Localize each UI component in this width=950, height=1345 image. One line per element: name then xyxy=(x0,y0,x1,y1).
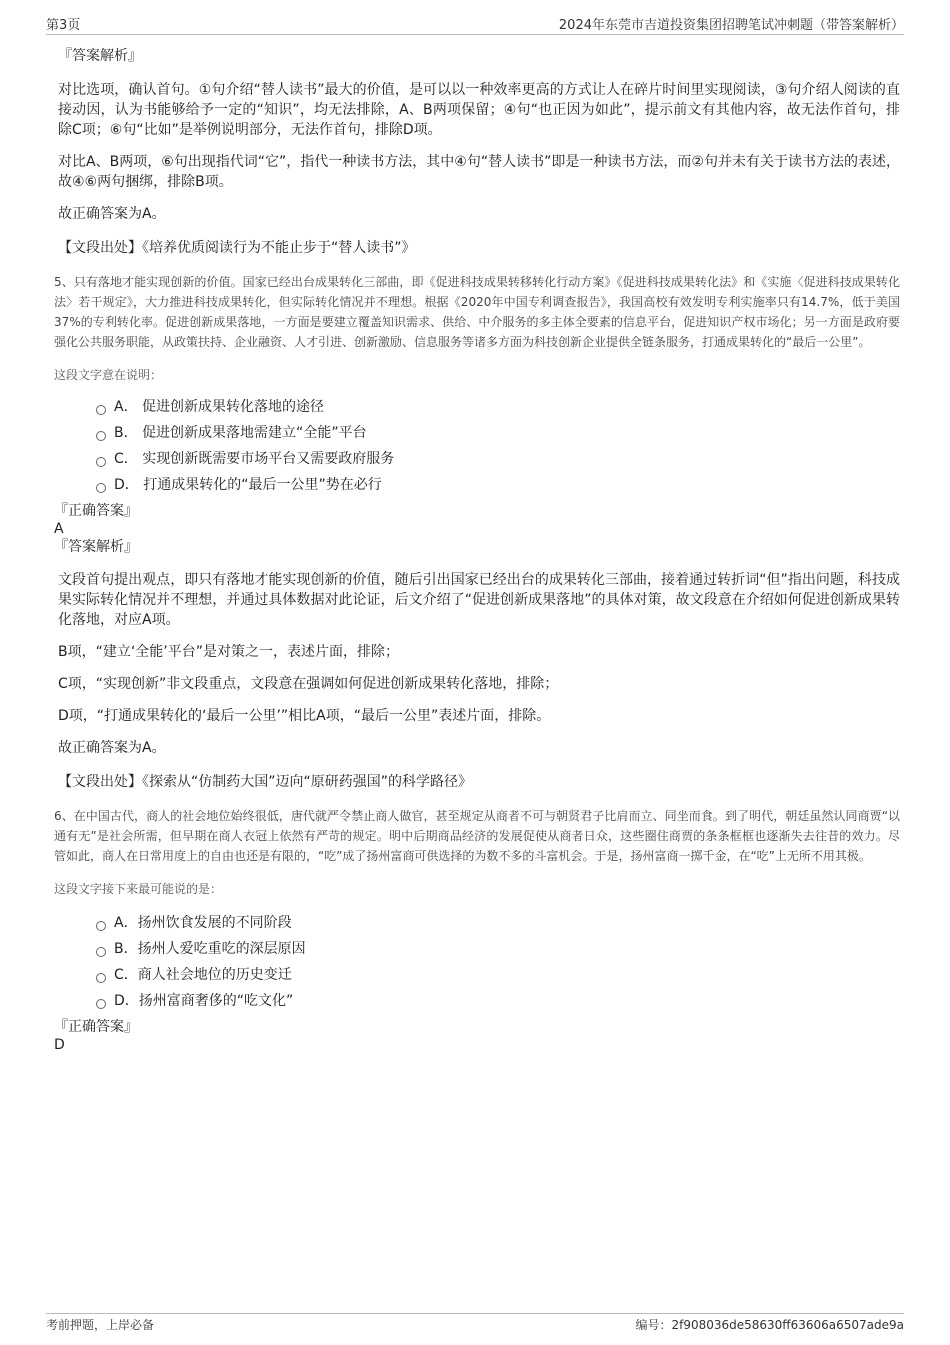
option-letter: D． xyxy=(114,477,139,493)
analysis-label: 『答案解析』 xyxy=(54,539,138,555)
option-a[interactable] xyxy=(54,912,900,938)
option-letter: A． xyxy=(114,915,138,931)
document-title: 2024年东莞市吉道投资集团招聘笔试冲刺题（带答案解析） xyxy=(558,18,904,33)
option-text: 促进创新成果转化落地的途径 xyxy=(142,399,325,415)
option-letter: B． xyxy=(114,425,138,441)
option-letter: C． xyxy=(114,967,138,983)
radio-icon[interactable] xyxy=(96,947,106,957)
radio-icon[interactable] xyxy=(96,457,106,467)
page-header xyxy=(46,12,904,35)
analysis-paragraph: 对比选项，确认首句。①句介绍“替人读书”最大的价值，是可以以一种效率更高的方式让人在碎片时间里实现阅读，③句介绍人阅读的直接动因，认为书能够给予一定的“知识”，均无法排除，A、B两项保留；④句“也正因为如此”，提示前文有其他内容，故无法作首句，排除C项；⑥句“比如”是举例说明部分，无法作首句，排除D项。 xyxy=(58,82,900,138)
correct-answer-label: 『正确答案』 xyxy=(54,503,138,519)
question-5-prompt: 这段文字意在说明： xyxy=(54,368,163,382)
page-number: 第3页 xyxy=(46,18,81,33)
question-5-text: 5、只有落地才能实现创新的价值。国家已经出台成果转化三部曲，即《促进科技成果转移转化行动方案》《促进科技成果转化法》和《实施〈促进科技成果转化法〉若干规定》，大力推进科技成果转化，但实际转化情况并不理想。根据《2020年中国专利调查报告》，我国高校有效发明专利实施率只有14.7%，低于美国37%的专利转化率。促进创新成果落地，一方面是要建立覆盖知识需求、供给、中介服务的多主体全要素的信息平台，促进知识产权市场化；另一方面是政府要强化公共服务职能，从政策扶持、企业融资、人才引进、创新激励、信息服务等诸多方面为科技创新企业提供全链条服务，打通成果转化的“最后一公里”。 xyxy=(54,275,900,349)
question-6-prompt: 这段文字接下来最可能说的是： xyxy=(54,882,223,896)
radio-icon[interactable] xyxy=(96,483,106,493)
source-citation: 【文段出处】《培养优质阅读行为不能止步于“替人读书”》 xyxy=(58,240,416,256)
radio-icon[interactable] xyxy=(96,999,106,1009)
analysis-paragraph: D项，“打通成果转化的‘最后一公里’”相比A项，“最后一公里”表述片面，排除。 xyxy=(58,708,551,724)
option-c[interactable] xyxy=(54,964,900,990)
option-b[interactable] xyxy=(54,938,900,964)
option-letter: D． xyxy=(114,993,139,1009)
option-text: 商人社会地位的历史变迁 xyxy=(137,967,292,983)
option-text: 促进创新成果落地需建立“全能”平台 xyxy=(142,425,367,441)
analysis-paragraph: 文段首句提出观点，即只有落地才能实现创新的价值，随后引出国家已经出台的成果转化三部曲，接着通过转折词“但”指出问题，科技成果实际转化情况并不理想，并通过具体数据对此论证，后文介绍了“促进创新成果落地”的具体对策，故文段意在介绍如何促进创新成果转化落地，对应A项。 xyxy=(58,572,900,628)
analysis-paragraph: C项，“实现创新”非文段重点，文段意在强调如何促进创新成果转化落地，排除； xyxy=(58,676,559,692)
analysis-paragraph: B项，“建立‘全能’平台”是对策之一，表述片面，排除； xyxy=(58,644,400,660)
radio-icon[interactable] xyxy=(96,973,106,983)
option-letter: C． xyxy=(114,451,138,467)
option-letter: A． xyxy=(114,399,138,415)
option-d[interactable] xyxy=(54,474,900,500)
correct-answer-statement: 故正确答案为A。 xyxy=(58,740,166,756)
option-text: 扬州富商奢侈的“吃文化” xyxy=(138,993,294,1009)
question-6-text: 6、在中国古代，商人的社会地位始终很低，唐代就严令禁止商人做官，甚至规定从商者不可与朝贤君子比肩而立、同坐而食。到了明代，朝廷虽然认同商贾“以通有无”是社会所需，但早期在商人衣冠上依然有严苛的规定。明中后期商品经济的发展促使从商者日众，这些圈住商贾的条条框框也逐渐失去往昔的效力。尽管如此，商人在日常用度上的自由也还是有限的，“吃”成了扬州富商可供选择的为数不多的斗富机会。于是，扬州富商一掷千金，在“吃”上无所不用其极。 xyxy=(54,809,900,863)
page-content xyxy=(54,46,900,1054)
analysis-paragraph: 对比A、B两项，⑥句出现指代词“它”，指代一种读书方法，其中④句“替人读书”即是一种读书方法，而②句并未有关于读书方法的表述，故④⑥两句捆绑，排除B项。 xyxy=(58,154,900,190)
page-footer xyxy=(46,1313,904,1332)
radio-icon[interactable] xyxy=(96,431,106,441)
option-a[interactable] xyxy=(54,396,900,422)
option-text: 实现创新既需要市场平台又需要政府服务 xyxy=(142,451,395,467)
option-text: 打通成果转化的“最后一公里”势在必行 xyxy=(143,477,382,493)
question-6-options xyxy=(54,912,900,1016)
option-b[interactable] xyxy=(54,422,900,448)
source-citation: 【文段出处】《探索从“仿制药大国”迈向“原研药强国”的科学路径》 xyxy=(58,774,473,790)
correct-answer-value: D xyxy=(54,1037,65,1053)
option-text: 扬州饮食发展的不同阶段 xyxy=(137,915,292,931)
option-text: 扬州人爱吃重吃的深层原因 xyxy=(137,941,306,957)
correct-answer-label: 『正确答案』 xyxy=(54,1019,138,1035)
question-5-options xyxy=(54,396,900,500)
correct-answer-statement: 故正确答案为A。 xyxy=(58,206,166,222)
option-letter: B． xyxy=(114,941,138,957)
option-c[interactable] xyxy=(54,448,900,474)
radio-icon[interactable] xyxy=(96,921,106,931)
correct-answer-value: A xyxy=(54,521,64,537)
analysis-label: 『答案解析』 xyxy=(58,48,142,64)
option-d[interactable] xyxy=(54,990,900,1016)
document-code: 编号：2f908036de58630ff63606a6507ade9a xyxy=(635,1318,904,1332)
radio-icon[interactable] xyxy=(96,405,106,415)
footer-slogan: 考前押题，上岸必备 xyxy=(46,1318,155,1332)
